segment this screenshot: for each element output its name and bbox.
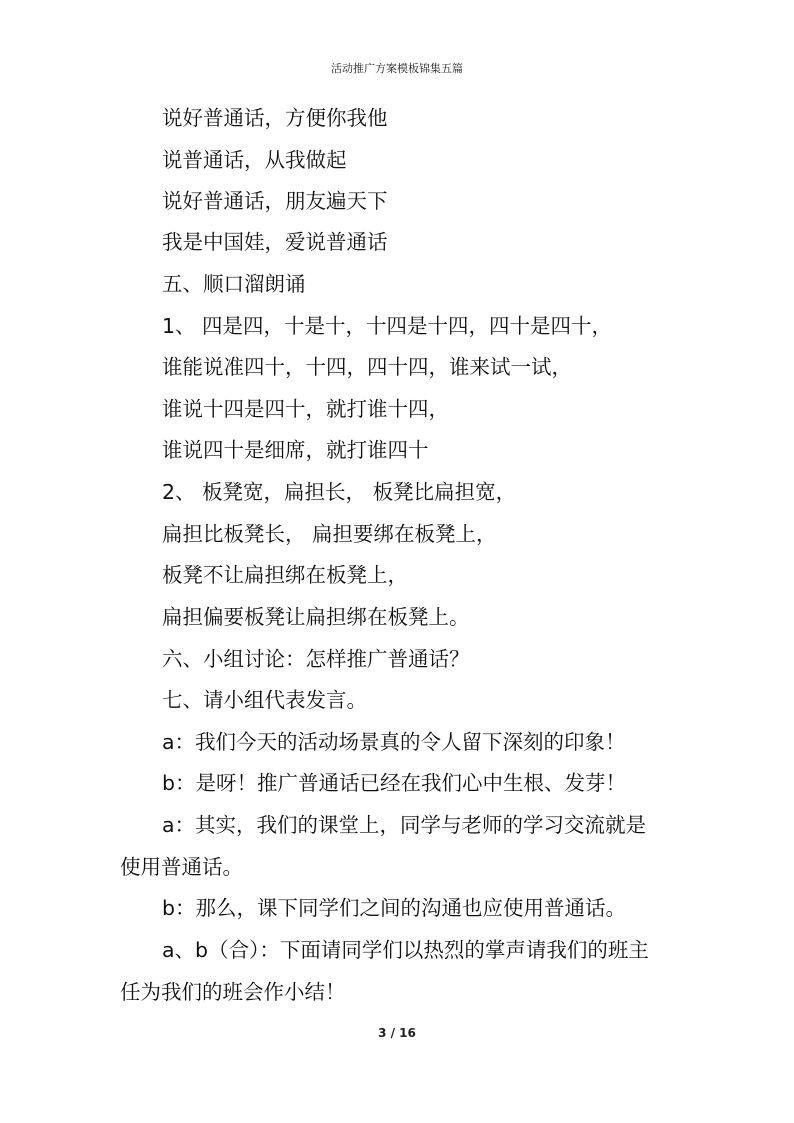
body-line: 2、 板凳宽，扁担长， 板凳比扁担宽， [162,480,517,504]
body-line: 扁担比板凳长， 扁担要绑在板凳上， [162,522,497,546]
body-line: 说好普通话，朋友遍天下 [162,189,388,213]
dialogue-line-continued: 任为我们的班会作小结！ [120,980,346,1004]
dialogue-line: b：是呀！推广普通话已经在我们心中生根、发芽！ [162,771,627,795]
page-number: 3 / 16 [378,1026,416,1040]
dialogue-line: a：我们今天的活动场景真的令人留下深刻的印象！ [162,730,626,754]
page-header-title: 活动推广方案模板锦集五篇 [331,62,463,75]
body-line: 扁担偏要板凳让扁担绑在板凳上。 [162,605,470,629]
section-heading: 六、小组讨论：怎样推广普通话？ [162,647,470,671]
dialogue-line: b：那么，课下同学们之间的沟通也应使用普通话。 [162,896,627,920]
body-line: 说好普通话，方便你我他 [162,106,388,130]
body-line: 板凳不让扁担绑在板凳上， [162,563,408,587]
body-line: 说普通话，从我做起 [162,148,347,172]
body-line: 1、 四是四，十是十，十四是十四，四十是四十， [162,314,613,338]
body-line: 我是中国娃，爱说普通话 [162,230,388,254]
body-line: 谁说十四是四十，就打谁十四， [162,397,449,421]
dialogue-line-continued: 使用普通话。 [120,855,243,879]
section-heading: 七、请小组代表发言。 [162,688,367,712]
body-line: 谁说四十是细席，就打谁四十 [162,438,429,462]
dialogue-line: a：其实，我们的课堂上，同学与老师的学习交流就是 [162,813,647,837]
dialogue-line: a、b（合）：下面请同学们以热烈的掌声请我们的班主 [162,938,649,962]
section-heading: 五、顺口溜朗诵 [162,272,306,296]
body-line: 谁能说准四十，十四，四十四，谁来试一试， [162,355,572,379]
